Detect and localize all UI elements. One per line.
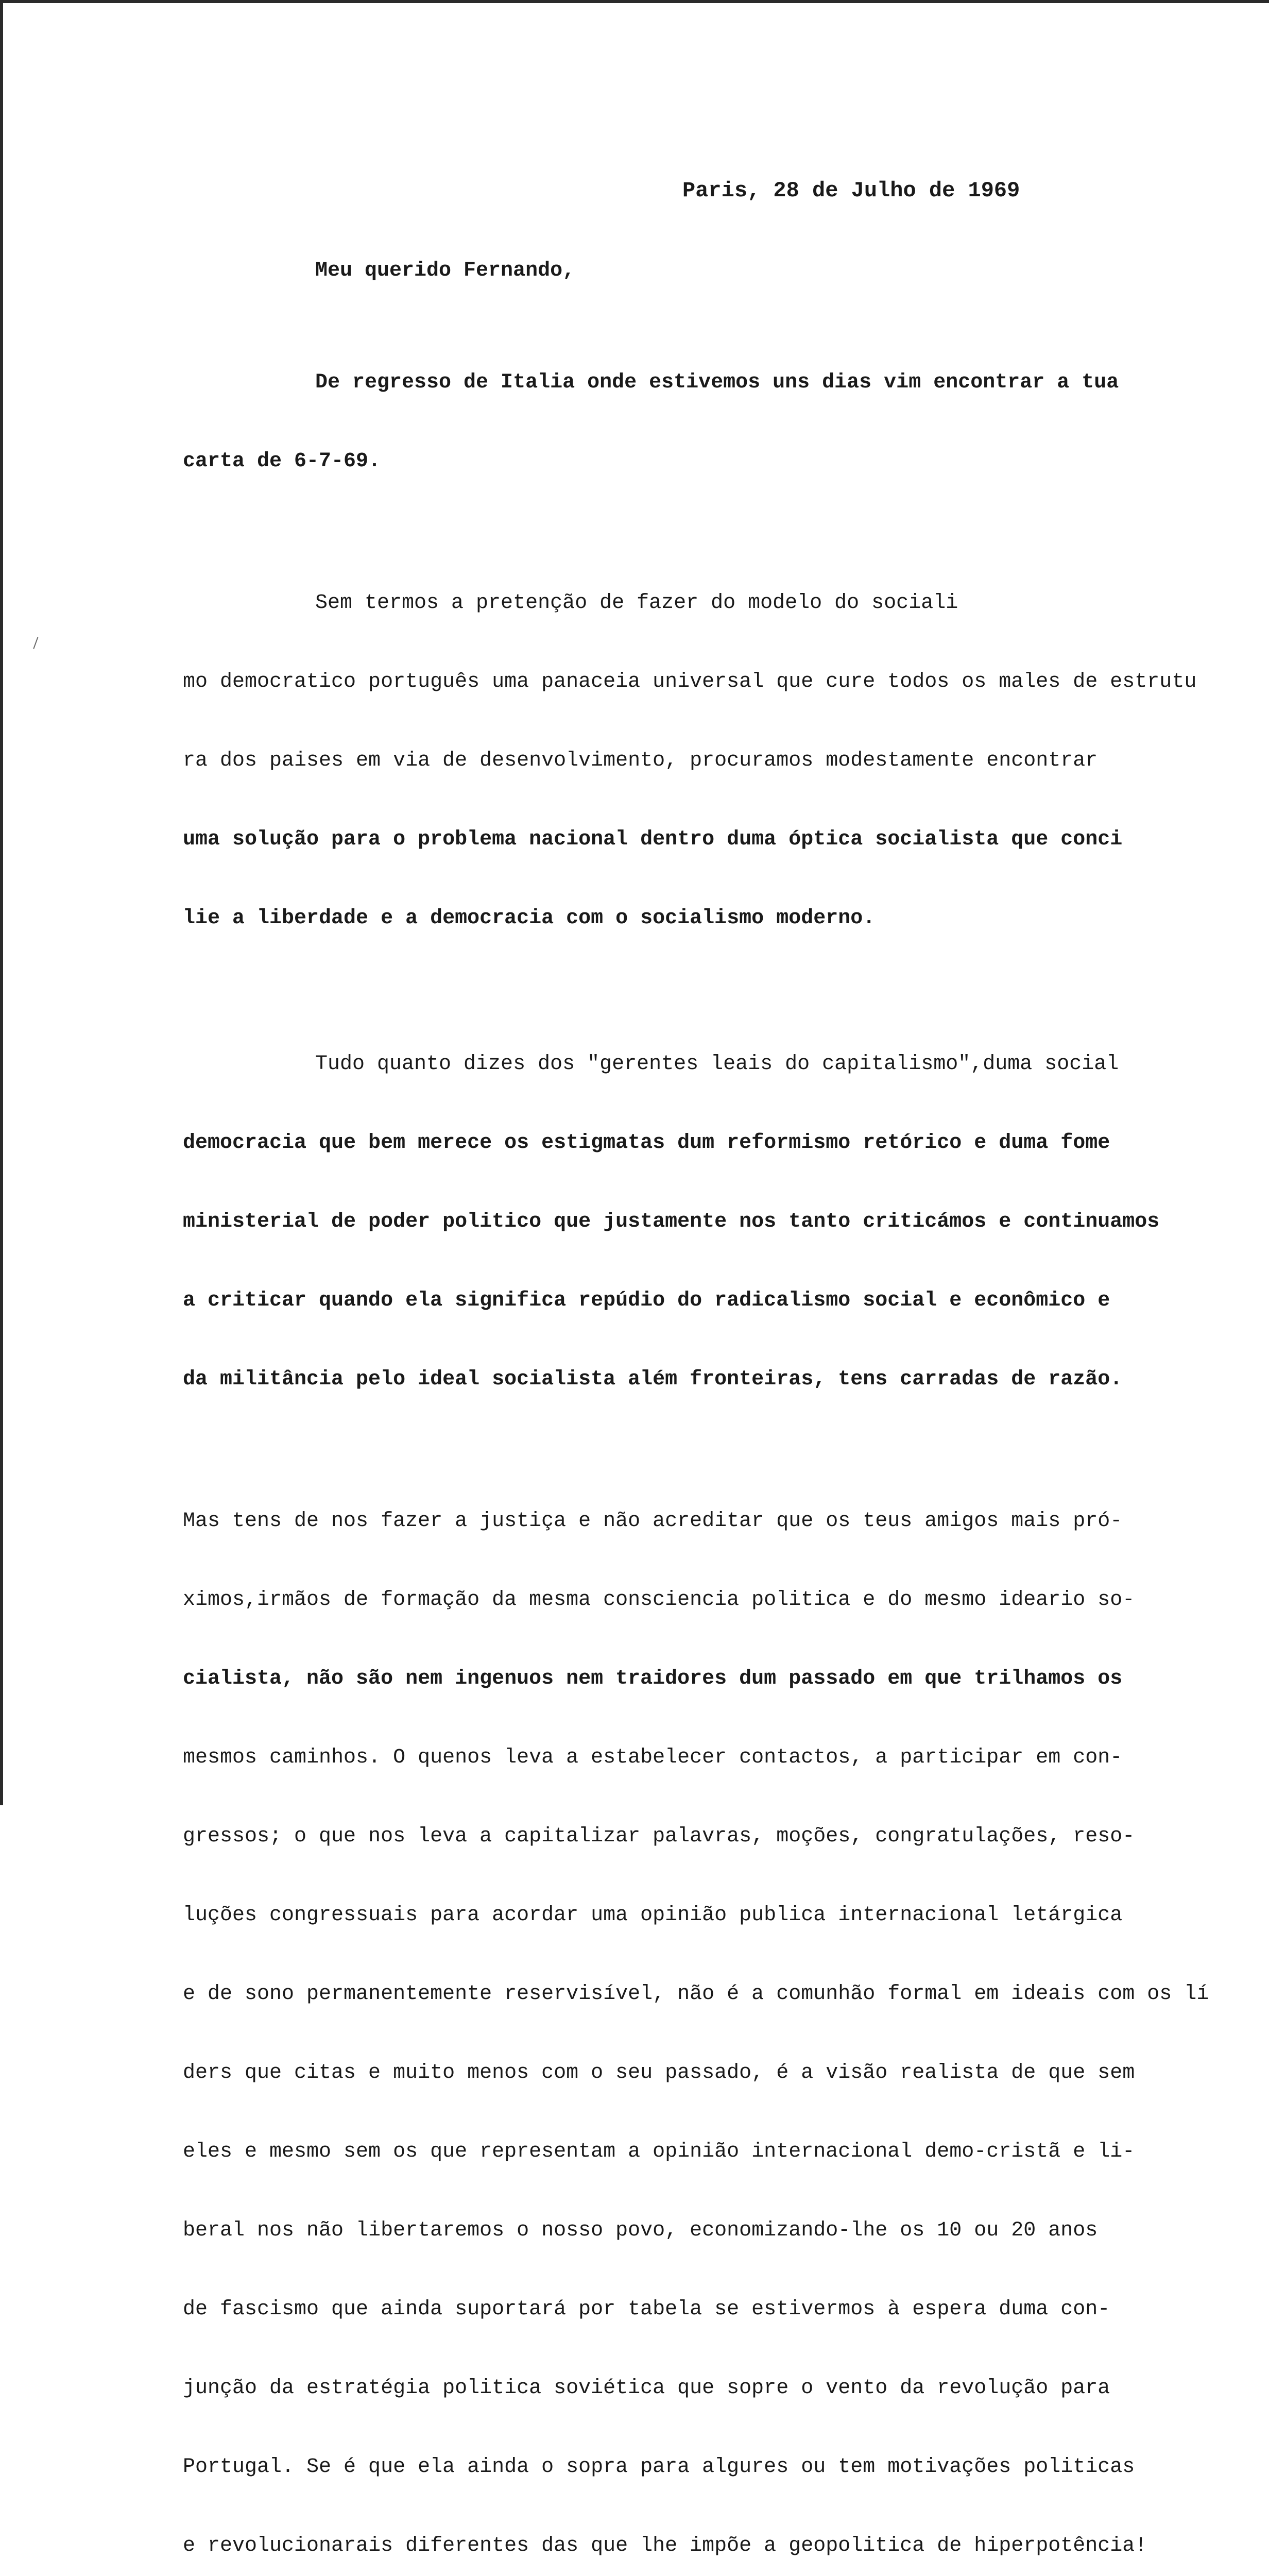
- letter-body: [183, 317, 1213, 2576]
- paragraph-line: junção da estratégia politica soviética que sopre o vento da revolução para: [183, 2377, 1110, 2400]
- paragraph-3: [183, 998, 1213, 1445]
- stray-pen-mark: [33, 637, 44, 651]
- paragraph-line: ders que citas e muito menos com o seu passado, é a visão realista de que sem: [183, 2061, 1135, 2084]
- paragraph-line: ximos,irmãos de formação da mesma consciencia politica e do mesmo ideario so-: [183, 1588, 1135, 1612]
- paragraph-line: carta de 6-7-69.: [183, 450, 381, 473]
- paragraph-line: ra dos paises em via de desenvolvimento, procuramos modestamente encontrar: [183, 749, 1098, 772]
- paragraph-1: [183, 317, 1213, 527]
- paragraph-line: De regresso de Italia onde estivemos uns dias vim encontrar a tua: [315, 371, 1119, 394]
- paragraph-4: [183, 1455, 1213, 2576]
- scan-border-left: [0, 0, 3, 1805]
- paragraph-line: beral nos não libertaremos o nosso povo, economizando-lhe os 10 ou 20 anos: [183, 2219, 1098, 2242]
- paragraph-line: de fascismo que ainda suportará por tabela se estivermos à espera duma con-: [183, 2298, 1110, 2321]
- paragraph-2: [183, 537, 1213, 984]
- paragraph-line: uma solução para o problema nacional dentro duma óptica socialista que conci: [183, 828, 1123, 851]
- paragraph-line: e de sono permanentemente reservisível, não é a comunhão formal em ideais com os lí: [183, 1982, 1209, 2006]
- letter-salutation: Meu querido Fernando,: [315, 259, 575, 282]
- scan-border-top: [0, 0, 1269, 3]
- paragraph-line: Portugal. Se é que ela ainda o sopra para algures ou tem motivações politicas: [183, 2455, 1135, 2479]
- paragraph-line: Mas tens de nos fazer a justiça e não acreditar que os teus amigos mais pró-: [183, 1510, 1123, 1533]
- paragraph-line: gressos; o que nos leva a capitalizar palavras, moções, congratulações, reso-: [183, 1825, 1135, 1848]
- paragraph-line: eles e mesmo sem os que representam a opinião internacional demo-cristã e li-: [183, 2140, 1135, 2163]
- paragraph-line: e revolucionarais diferentes das que lhe impõe a geopolitica de hiperpotência!: [183, 2534, 1147, 2557]
- letter-date: Paris, 28 de Julho de 1969: [682, 178, 1020, 203]
- paragraph-line: democracia que bem merece os estigmatas dum reformismo retórico e duma fome: [183, 1131, 1110, 1155]
- paragraph-line: ministerial de poder politico que justamente nos tanto criticámos e continuamos: [183, 1210, 1160, 1233]
- paragraph-line: Sem termos a pretenção de fazer do modelo do sociali: [315, 591, 958, 615]
- paragraph-line: lie a liberdade e a democracia com o socialismo moderno.: [183, 907, 876, 930]
- paragraph-line: cialista, não são nem ingenuos nem traidores dum passado em que trilhamos os: [183, 1667, 1123, 1690]
- paragraph-line: Tudo quanto dizes dos "gerentes leais do capitalismo",duma social: [315, 1053, 1119, 1076]
- paragraph-line: mesmos caminhos. O quenos leva a estabelecer contactos, a participar em con-: [183, 1746, 1123, 1769]
- paragraph-line: da militância pelo ideal socialista além fronteiras, tens carradas de razão.: [183, 1368, 1123, 1391]
- paragraph-line: a criticar quando ela significa repúdio do radicalismo social e econômico e: [183, 1289, 1110, 1312]
- paragraph-line: mo democratico português uma panaceia universal que cure todos os males de estrutu: [183, 670, 1197, 693]
- paragraph-line: luções congressuais para acordar uma opinião publica internacional letárgica: [183, 1904, 1123, 1927]
